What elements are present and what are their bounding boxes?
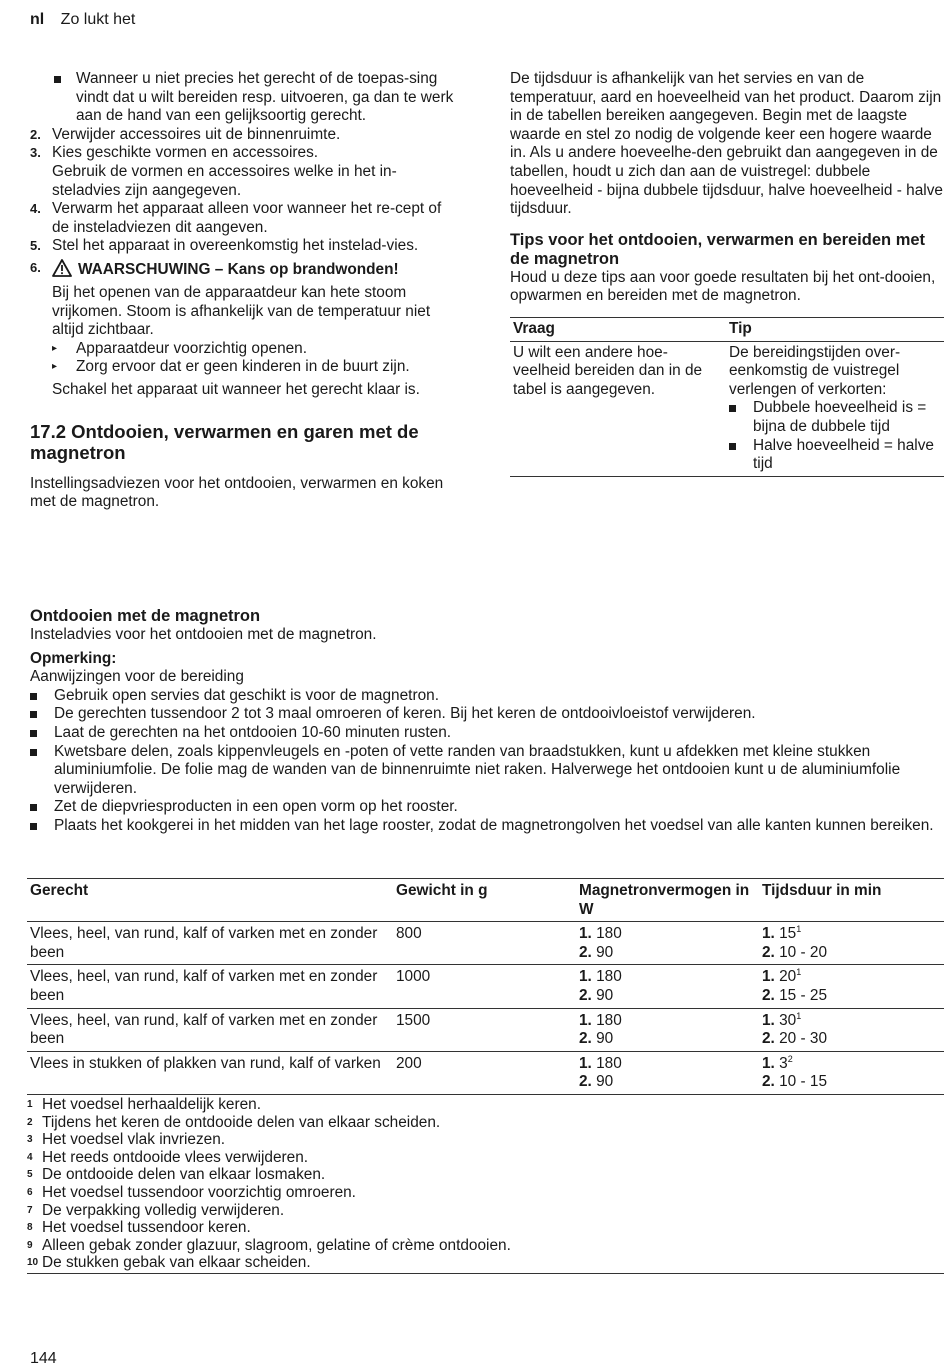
footnote — [27, 1219, 944, 1237]
step-label: 1. — [762, 968, 775, 986]
header-title: Zo lukt het — [60, 11, 136, 28]
step-5 — [30, 237, 462, 256]
bullet-icon — [30, 705, 54, 724]
defrost-table-wrap — [27, 878, 944, 1274]
tip-item-text: Dubbele hoeveelheid is = bijna de dubbele tijd — [753, 399, 927, 435]
dish-text: Vlees, heel, van rund, kalf of varken met en zonder been — [30, 1011, 378, 1048]
footnote — [27, 1254, 944, 1272]
footnote-ref: 1 — [796, 924, 802, 935]
power-step — [579, 1055, 756, 1074]
time-step — [762, 1030, 941, 1049]
step-2 — [30, 126, 462, 145]
arrow-icon: ▸ — [52, 342, 58, 354]
step-label: 1. — [579, 1011, 592, 1029]
tips-intro: Houd u deze tips aan voor goede resultaten bij het ont-dooien, opwarmen en bereiden met de magnetron. — [510, 268, 936, 305]
time-value: 20 - 30 — [779, 1030, 828, 1048]
step-text: Kies geschikte vormen en accessoires. — [52, 144, 319, 162]
step-label: 1. — [762, 1011, 775, 1029]
time-value: 20 — [779, 968, 797, 986]
step-number: 6. — [30, 259, 41, 275]
item-text: Plaats het kookgerei in het midden van het lage rooster, zodat de magnetrongolven het voedsel van alle kanten kunnen bereiken. — [54, 816, 934, 834]
step-text: Verwarm het apparaat alleen voor wanneer het re-cept of de insteladviezen dit aangeven. — [52, 200, 442, 236]
step-subtext: Gebruik de vormen en accessoires welke in het in-steladvies zijn aangegeven. — [52, 162, 397, 199]
dish-text: Vlees, heel, van rund, kalf of varken met en zonder been — [30, 968, 378, 1004]
item-text: Zet de diepvriesproducten in een open vorm op het rooster. — [54, 798, 458, 816]
footnote-marker: 5 — [27, 1169, 33, 1181]
step-4 — [30, 200, 462, 237]
bullet-icon — [30, 687, 54, 706]
footnote-text: Tijdens het keren de ontdooide delen van elkaar scheiden. — [42, 1113, 441, 1131]
footnote-text: De verpakking volledig verwijderen. — [42, 1201, 285, 1219]
dish-cell — [27, 965, 393, 1008]
tips-title: Tips voor het ontdooien, verwarmen en bereiden met de magnetron — [510, 230, 926, 268]
defrost-section — [30, 607, 945, 836]
bullet-icon — [30, 724, 54, 743]
footnote-text: Het voedsel tussendoor voorzichtig omroeren. — [42, 1183, 356, 1201]
warning-heading — [52, 259, 462, 284]
weight-text: 800 — [396, 925, 422, 943]
power-step — [579, 944, 756, 963]
dish-cell — [27, 922, 393, 965]
time-cell — [759, 1008, 944, 1051]
time-cell — [759, 965, 944, 1008]
step-label: 2. — [579, 986, 592, 1004]
time-step — [762, 1055, 941, 1074]
step-number: 2. — [30, 126, 41, 142]
power-cell — [576, 1008, 759, 1051]
power-step — [579, 968, 756, 987]
list-item — [30, 70, 462, 126]
footnote — [27, 1131, 944, 1149]
time-step — [762, 1073, 941, 1092]
step-label: 1. — [579, 968, 592, 986]
step-label: 2. — [579, 1030, 592, 1048]
footnote-text: Alleen gebak zonder glazuur, slagroom, gelatine of crème ontdooien. — [42, 1236, 511, 1254]
bullet-icon — [30, 743, 54, 799]
weight-text: 1500 — [396, 1011, 431, 1029]
step-label: 1. — [762, 925, 775, 943]
action-item — [52, 340, 462, 359]
list-item — [30, 817, 945, 836]
dish-cell — [27, 1051, 393, 1094]
power-value: 90 — [596, 986, 614, 1004]
tip-text: De bereidingstijden over-eenkomstig de vuistregel verlengen of verkorten: — [729, 343, 901, 398]
warning-triangle-icon — [52, 259, 72, 284]
footnote-text: Het voedsel tussendoor keren. — [42, 1219, 251, 1237]
step-label: 1. — [579, 925, 592, 943]
list-item — [30, 743, 945, 799]
time-value: 10 - 15 — [779, 1073, 828, 1091]
footnote-marker: 1 — [27, 1098, 33, 1110]
footnote-text: Het reeds ontdooide vlees verwijderen. — [42, 1148, 309, 1166]
time-step — [762, 944, 941, 963]
power-value: 180 — [596, 1011, 622, 1029]
left-column — [30, 70, 462, 512]
weight-text: 200 — [396, 1054, 422, 1072]
power-step — [579, 925, 756, 944]
footnote-marker: 8 — [27, 1222, 33, 1234]
step-label: 2. — [579, 1073, 592, 1091]
step-label: 2. — [762, 1030, 775, 1048]
bullet-icon — [30, 817, 54, 836]
bullet-icon — [30, 70, 76, 126]
item-text: De gerechten tussendoor 2 tot 3 maal omroeren of keren. Bij het keren de ontdooivloeistof verwijderen. — [54, 705, 756, 723]
language-code: nl — [30, 11, 45, 28]
column-header: Gewicht in g — [393, 879, 576, 922]
power-step — [579, 987, 756, 1006]
footnote-marker: 3 — [27, 1134, 33, 1146]
time-cell — [759, 1051, 944, 1094]
tip-cell — [726, 341, 944, 476]
list-item — [30, 687, 945, 706]
table-row — [27, 1051, 944, 1094]
duration-paragraph: De tijdsduur is afhankelijk van het servies en van de temperatuur, aard en hoeveelheid van het product. Daarom zijn in de tabellen bereiken aangegeven. Begin met de laagste waarde en stel zo nodig de volgende keer een hogere waarde in. Als u andere hoeveelhe-den gebruikt dan aangegeven in de tabellen, houdt u zich dan aan de vuistregel: dubbele hoeveelheid - bijna dubbele tijdsduur, halve hoeveelheid - halve tijdsduur. — [510, 70, 943, 218]
right-column — [510, 70, 944, 477]
action-text: Zorg ervoor dat er geen kinderen in de buurt zijn. — [76, 358, 410, 376]
time-value: 15 - 25 — [779, 986, 828, 1004]
note-subtitle: Aanwijzingen voor de bereiding — [30, 668, 244, 686]
list-item — [729, 437, 941, 474]
power-cell — [576, 965, 759, 1008]
tip-item-text: Halve hoeveelheid = halve tijd — [753, 436, 934, 473]
weight-cell — [393, 1051, 576, 1094]
page-number: 144 — [30, 1350, 57, 1367]
arrow-icon: ▸ — [52, 361, 58, 373]
defrost-list — [30, 687, 945, 836]
footnote-marker: 9 — [27, 1239, 33, 1251]
action-text: Apparaatdeur voorzichtig openen. — [76, 339, 308, 357]
item-text: Kwetsbare delen, zoals kippenvleugels en -poten of vette randen van braadstukken, kunt u afdekken met kleine stukken aluminiumfolie. De folie mag de wanden van de binnenruimte niet raken. Halverwege het ontdooien kunt u de aluminiumfolie verwijderen. — [54, 742, 901, 797]
item-text: Laat de gerechten na het ontdooien 10-60 minuten rusten. — [54, 723, 452, 741]
power-value: 90 — [596, 1073, 614, 1091]
footnote-marker: 2 — [27, 1116, 33, 1128]
bullet-icon — [729, 437, 753, 474]
power-value: 180 — [596, 925, 622, 943]
list-item — [30, 705, 945, 724]
footnote — [27, 1237, 944, 1255]
footnotes — [27, 1096, 944, 1274]
dish-text: Vlees, heel, van rund, kalf of varken met en zonder been — [30, 925, 378, 961]
footnote-ref: 1 — [796, 967, 802, 978]
time-step — [762, 968, 941, 987]
defrost-title: Ontdooien met de magnetron — [30, 607, 261, 625]
list-item — [30, 724, 945, 743]
tip-table — [510, 317, 944, 477]
footnote-marker: 10 — [27, 1257, 39, 1269]
step-number: 3. — [30, 145, 41, 161]
power-value: 180 — [596, 1054, 622, 1072]
column-header: Tijdsduur in min — [759, 879, 944, 922]
column-header: Vraag — [510, 317, 726, 341]
step-after-text: Schakel het apparaat uit wanneer het gerecht klaar is. — [52, 380, 420, 398]
time-cell — [759, 922, 944, 965]
step-6 — [30, 259, 462, 400]
tip-table-header — [510, 317, 944, 341]
table-row — [27, 965, 944, 1008]
footnote — [27, 1149, 944, 1167]
footnote-text: Het voedsel herhaaldelijk keren. — [42, 1095, 262, 1113]
column-header: Tip — [726, 317, 944, 341]
power-step — [579, 1012, 756, 1031]
time-value: 30 — [779, 1011, 797, 1029]
table-row — [510, 341, 944, 476]
table-body — [27, 922, 944, 1095]
list-item — [30, 798, 945, 817]
step-text: Verwijder accessoires uit de binnenruimte. — [52, 125, 341, 143]
step-label: 1. — [762, 1054, 775, 1072]
footnote-text: De stukken gebak van elkaar scheiden. — [42, 1254, 311, 1272]
warning-label: WAARSCHUWING – Kans op brandwonden! — [78, 260, 399, 278]
dish-cell — [27, 1008, 393, 1051]
dish-text: Vlees in stukken of plakken van rund, kalf of varken — [30, 1054, 381, 1072]
step-label: 2. — [762, 1073, 775, 1091]
footnote-ref: 1 — [796, 1010, 802, 1021]
power-cell — [576, 922, 759, 965]
question-cell: U wilt een andere hoe-veelheid bereiden dan in de tabel is aangegeven. — [510, 341, 726, 476]
defrost-table — [27, 878, 944, 1095]
time-value: 3 — [779, 1054, 788, 1072]
time-value: 15 — [779, 925, 797, 943]
footnote-text: De ontdooide delen van elkaar losmaken. — [42, 1166, 326, 1184]
column-header: Gerecht — [27, 879, 393, 922]
bullet-icon — [30, 798, 54, 817]
item-text: Gebruik open servies dat geschikt is voor de magnetron. — [54, 686, 439, 704]
step-text: Stel het apparaat in overeenkomstig het instelad-vies. — [52, 237, 419, 255]
power-step — [579, 1030, 756, 1049]
footnote-text: Het voedsel vlak invriezen. — [42, 1131, 226, 1149]
page-header — [30, 11, 135, 30]
footnote — [27, 1166, 944, 1184]
note-label: Opmerking: — [30, 649, 117, 667]
step-label: 1. — [579, 1054, 592, 1072]
table-row — [27, 1008, 944, 1051]
step-label: 2. — [579, 943, 592, 961]
power-value: 90 — [596, 943, 614, 961]
defrost-intro: Insteladvies voor het ontdooien met de magnetron. — [30, 626, 377, 643]
step-number: 5. — [30, 238, 41, 254]
weight-cell — [393, 1008, 576, 1051]
step-number: 4. — [30, 201, 41, 217]
step-3 — [30, 144, 462, 200]
warning-text: Bij het openen van de apparaatdeur kan hete stoom vrijkomen. Stoom is afhankelijk van de temperatuur niet altijd zichtbaar. — [52, 283, 431, 339]
table-header-row — [27, 879, 944, 922]
column-header: Magnetronvermogen in W — [576, 879, 759, 922]
power-step — [579, 1073, 756, 1092]
list-item — [729, 399, 941, 436]
footnote — [27, 1184, 944, 1202]
footnote-marker: 7 — [27, 1204, 33, 1216]
footnote — [27, 1202, 944, 1220]
time-value: 10 - 20 — [779, 943, 828, 961]
weight-cell — [393, 965, 576, 1008]
weight-text: 1000 — [396, 968, 431, 986]
time-step — [762, 987, 941, 1006]
time-step — [762, 1012, 941, 1031]
bullet-text: Wanneer u niet precies het gerecht of de toepas-sing vindt dat u wilt bereiden resp. uitvoeren, ga dan te werk aan de hand van een gelijksoortig gerecht. — [76, 70, 454, 125]
section-intro: Instellingsadviezen voor het ontdooien, verwarmen en koken met de magnetron. — [30, 474, 444, 511]
power-value: 90 — [596, 1030, 614, 1048]
weight-cell — [393, 922, 576, 965]
footnote-ref: 2 — [787, 1053, 793, 1064]
time-step — [762, 925, 941, 944]
power-value: 180 — [596, 968, 622, 986]
footnote-marker: 6 — [27, 1186, 33, 1198]
section-title: 17.2 Ontdooien, verwarmen en garen met de magnetron — [30, 420, 419, 463]
bullet-icon — [729, 399, 753, 436]
step-label: 2. — [762, 986, 775, 1004]
footnote — [27, 1096, 944, 1114]
footnote — [27, 1114, 944, 1132]
table-row — [27, 922, 944, 965]
power-cell — [576, 1051, 759, 1094]
footnote-marker: 4 — [27, 1151, 33, 1163]
step-label: 2. — [762, 943, 775, 961]
action-item — [52, 358, 462, 377]
